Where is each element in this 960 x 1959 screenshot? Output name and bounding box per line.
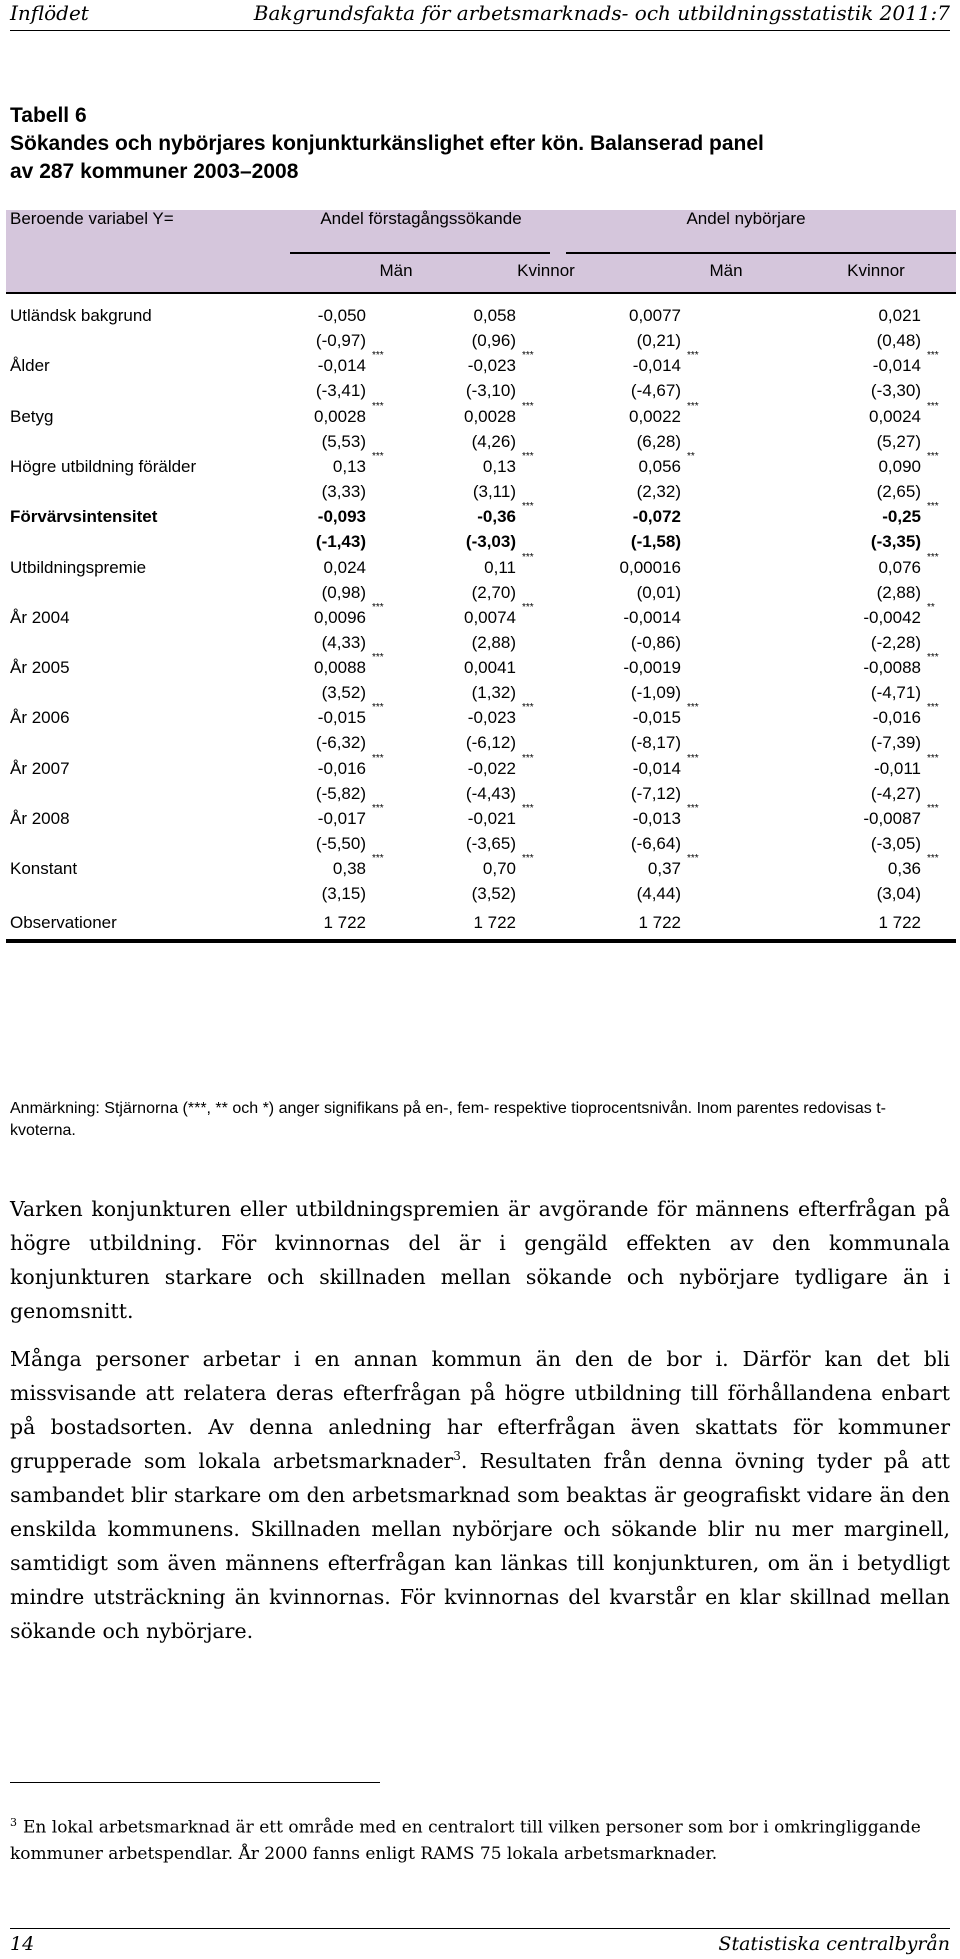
row-label: År 2005	[10, 658, 70, 678]
significance-stars: ***	[927, 551, 939, 563]
group-rule-first-time-applicants	[290, 252, 550, 254]
paragraph-1: Varken konjunkturen eller utbildningspremien är avgörande för männens efterfrågan på högre utbildning. För kvinnornas del är i gengäld effekten av den kommunala konjunkturen starkare och skillnaden mellan sökande och nybörjare tydligare än i genomsnitt.	[10, 1197, 950, 1323]
dependent-variable-label: Beroende variabel Y=	[10, 209, 174, 228]
significance-stars: ***	[687, 853, 699, 865]
t-value: (-7,39)	[870, 733, 921, 753]
t-value: (-6,12)	[465, 733, 516, 753]
t-value: (-3,30)	[870, 381, 921, 401]
table-header-rule	[6, 292, 956, 294]
row-label: År 2006	[10, 708, 70, 728]
row-label: Utländsk bakgrund	[10, 306, 152, 325]
significance-stars: ***	[522, 803, 534, 814]
observations-women-applicants: 1 722	[473, 912, 516, 932]
page-footer	[10, 1932, 950, 1958]
cell-women-beginners	[771, 350, 939, 402]
row-label: Utbildningspremie	[10, 557, 147, 577]
t-value: (-4,71)	[870, 683, 921, 703]
t-value: (0,96)	[471, 331, 516, 350]
footnote	[10, 1810, 940, 1867]
t-value: (-5,82)	[315, 783, 366, 803]
coefficient: 0,090	[878, 456, 921, 476]
table-note: Anmärkning: Stjärnorna (***, ** och *) anger signifikans på en-, fem- respektive tioprocentsnivån. Inom parentes redovisas t-kvoterna.	[10, 1100, 886, 1139]
cell-women-beginners	[771, 551, 939, 604]
t-value: (-2,28)	[870, 632, 921, 652]
t-value: (-0,97)	[315, 331, 366, 350]
running-header-publication: Bakgrundsfakta för arbetsmarknads- och utbildningsstatistik 2011:7	[253, 1, 950, 25]
significance-stars: ***	[372, 450, 384, 462]
t-value: (-3,41)	[315, 381, 366, 401]
paragraph-2	[10, 1342, 950, 1648]
cell-women-beginners	[771, 305, 921, 352]
coefficient: -0,014	[632, 356, 681, 376]
significance-stars: **	[687, 450, 695, 462]
cell-men-beginners	[531, 752, 699, 805]
significance-stars: ***	[372, 400, 384, 412]
coefficient: -0,0014	[623, 607, 681, 627]
t-value: (5,53)	[321, 431, 366, 451]
coefficient: 0,0028	[314, 406, 366, 426]
cell-women-beginners	[771, 501, 939, 553]
table-number: Tabell 6	[10, 104, 87, 127]
significance-stars: ***	[522, 702, 534, 714]
t-value: (2,70)	[471, 582, 516, 602]
t-value: (-3,10)	[465, 381, 516, 401]
cell-men-beginners	[531, 557, 681, 604]
coefficient: -0,014	[872, 356, 921, 376]
significance-stars: ***	[927, 501, 939, 513]
t-value: (-7,12)	[630, 783, 681, 803]
significance-stars: ***	[522, 501, 534, 513]
running-header	[10, 0, 950, 30]
running-header-section: Inflödet	[10, 1, 89, 25]
row-label: Ålder	[10, 356, 50, 376]
row-label: Högre utbildning förälder	[10, 456, 197, 476]
footnote-text: En lokal arbetsmarknad är ett område med en centralort till vilken personer som bor i omkringliggande kommuner arbetspendlar. År 2000 fanns enligt RAMS 75 lokala arbetsmarknader.	[10, 1817, 921, 1864]
cell-women-beginners	[771, 752, 939, 805]
t-value: (5,27)	[876, 431, 921, 451]
significance-stars: ***	[522, 400, 534, 412]
coefficient: 0,0041	[464, 658, 516, 678]
t-value: (4,33)	[321, 632, 366, 652]
coefficient: -0,093	[317, 507, 366, 527]
coefficient: 0,36	[887, 859, 921, 879]
cell-men-applicants	[216, 803, 384, 855]
column-header-men-applicants: Män	[379, 261, 413, 280]
t-value: (6,28)	[636, 431, 681, 451]
coefficient: -0,014	[632, 758, 681, 778]
significance-stars: ***	[927, 803, 939, 814]
footnote-reference[interactable]: 3	[453, 1449, 461, 1464]
cell-men-applicants	[216, 752, 384, 805]
t-value: (-4,43)	[465, 783, 516, 803]
significance-stars: ***	[372, 752, 384, 764]
coefficient: 0,0022	[629, 406, 681, 426]
footer-rule	[10, 1928, 950, 1929]
t-value: (-1,58)	[630, 532, 681, 552]
coefficient: -0,022	[467, 758, 516, 778]
coefficient: -0,0087	[863, 809, 921, 828]
significance-stars: ***	[372, 601, 384, 613]
coefficient: -0,017	[317, 809, 366, 828]
cell-men-applicants	[216, 702, 384, 754]
t-value: (-4,27)	[870, 783, 921, 803]
cell-men-beginners	[531, 657, 681, 704]
cell-men-beginners	[531, 702, 699, 754]
significance-stars: ***	[372, 853, 384, 865]
t-value: (1,32)	[471, 683, 516, 703]
row-label: Förvärvsintensitet	[10, 507, 158, 527]
significance-stars: ***	[522, 350, 534, 362]
coefficient: 0,0028	[464, 406, 516, 426]
row-label: Betyg	[10, 406, 54, 426]
coefficient: -0,011	[874, 758, 921, 778]
t-value: (3,52)	[321, 683, 366, 703]
table-bottom-rule	[6, 939, 956, 943]
observations-label: Observationer	[10, 912, 117, 932]
coefficient: -0,015	[317, 708, 366, 728]
coefficient: 0,0088	[314, 658, 366, 678]
coefficient: 0,13	[332, 456, 366, 476]
row-label: År 2004	[10, 607, 70, 627]
observations-women-beginners: 1 722	[878, 912, 921, 932]
coefficient: 0,0024	[869, 406, 921, 426]
t-value: (3,04)	[876, 884, 921, 904]
cell-men-beginners	[531, 607, 681, 654]
t-value: (0,48)	[876, 331, 921, 350]
coefficient: 0,70	[482, 859, 516, 879]
coefficient: 0,0077	[629, 306, 681, 325]
footnote-number: 3	[10, 1816, 17, 1829]
t-value: (-3,05)	[870, 834, 921, 853]
t-value: (4,44)	[636, 884, 681, 904]
significance-stars: ***	[927, 400, 939, 412]
paragraph-2-part-1: Många personer arbetar i en annan kommun än den de bor i. Därför kan det bli missvisande att relatera deras efterfrågan på högre utbildning till förhållandena enbart på bostadsorten. Av denna anledning har efterfrågan även skattats för kommuner grupperade som lokala arbetsmarknader	[10, 1347, 950, 1473]
t-value: (2,65)	[876, 481, 921, 501]
cell-women-applicants	[366, 601, 534, 654]
header-rule	[10, 30, 950, 31]
publisher-name: Statistiska centralbyrån	[718, 1933, 950, 1955]
t-value: (2,88)	[471, 632, 516, 652]
cell-men-applicants	[216, 400, 384, 453]
cell-women-beginners	[771, 803, 939, 855]
cell-men-applicants	[216, 652, 384, 704]
coefficient: -0,36	[477, 507, 516, 527]
t-value: (2,88)	[876, 582, 921, 602]
row-label: Konstant	[10, 859, 78, 879]
paragraph-2-part-2: . Resultaten från denna övning tyder på att sambandet blir starkare om den arbetsmarknad som beaktas är geografiskt vidare än den enskilda kommunens. Skillnaden mellan nybörjare och sökande blir nu mer marginell, samtidigt som även männens efterfrågan kan länkas till konjunkturen, om än i betydligt mindre utsträckning än kvinnornas. För kvinnornas del kvarstår en klar skillnad mellan sökande och nybörjare.	[10, 1449, 950, 1643]
column-header-men-beginners: Män	[709, 261, 743, 280]
coefficient: 0,058	[473, 306, 516, 325]
observations-row	[6, 912, 956, 934]
cell-men-applicants	[216, 305, 366, 352]
coefficient: -0,014	[317, 356, 366, 376]
coefficient: -0,0088	[863, 658, 921, 678]
table-caption-line-2: av 287 kommuner 2003–2008	[10, 160, 299, 183]
t-value: (-8,17)	[630, 733, 681, 753]
page-number: 14	[10, 1933, 35, 1955]
row-label: År 2008	[10, 809, 70, 828]
table-title	[10, 102, 950, 186]
significance-stars: ***	[687, 350, 699, 362]
coefficient: 0,38	[332, 859, 366, 879]
coefficient: 0,024	[323, 557, 366, 577]
t-value: (0,01)	[636, 582, 681, 602]
significance-stars: ***	[927, 853, 939, 865]
cell-women-applicants	[366, 400, 534, 453]
cell-men-beginners	[531, 400, 699, 453]
coefficient: 0,021	[878, 306, 921, 325]
coefficient: 0,00016	[619, 557, 681, 577]
cell-men-applicants	[216, 350, 384, 402]
coefficient: 0,11	[484, 557, 516, 577]
significance-stars: **	[927, 601, 935, 613]
cell-women-applicants	[366, 803, 534, 855]
cell-women-beginners	[771, 702, 939, 754]
cell-women-applicants	[366, 853, 534, 905]
significance-stars: ***	[372, 803, 384, 814]
cell-men-beginners	[531, 305, 681, 352]
cell-men-beginners	[531, 450, 695, 503]
cell-women-applicants	[366, 350, 534, 402]
coefficient: -0,072	[632, 507, 681, 527]
t-value: (4,26)	[471, 431, 516, 451]
significance-stars: ***	[927, 652, 939, 664]
observations-men-beginners: 1 722	[638, 912, 681, 932]
significance-stars: ***	[522, 752, 534, 764]
t-value: (-3,35)	[870, 532, 921, 552]
cell-women-beginners	[771, 601, 935, 654]
significance-stars: ***	[927, 350, 939, 362]
significance-stars: ***	[687, 702, 699, 714]
coefficient: -0,023	[467, 356, 516, 376]
body-text	[10, 1192, 950, 1662]
table-caption-line-1: Sökandes och nybörjares konjunkturkänslighet efter kön. Balanserad panel	[10, 132, 764, 155]
t-value: (-1,09)	[630, 683, 681, 703]
cell-men-applicants	[216, 853, 384, 905]
significance-stars: ***	[687, 752, 699, 764]
t-value: (-1,43)	[315, 532, 366, 552]
t-value: (3,11)	[472, 481, 516, 501]
cell-women-beginners	[771, 853, 939, 905]
t-value: (2,32)	[636, 481, 681, 501]
group-header-beginners: Andel nybörjare	[686, 209, 806, 228]
coefficient: -0,016	[872, 708, 921, 728]
significance-stars: ***	[687, 803, 699, 814]
coefficient: 0,0074	[464, 607, 516, 627]
coefficient: -0,016	[317, 758, 366, 778]
t-value: (-6,64)	[630, 834, 681, 853]
coefficient: -0,023	[467, 708, 516, 728]
cell-men-applicants	[216, 506, 366, 553]
significance-stars: ***	[372, 350, 384, 362]
coefficient: 0,13	[482, 456, 516, 476]
cell-men-applicants	[216, 450, 384, 503]
group-header-first-time-applicants: Andel förstagångssökande	[320, 209, 522, 228]
coefficient: 0,056	[638, 456, 681, 476]
observations-men-applicants: 1 722	[323, 912, 366, 932]
cell-men-beginners	[531, 803, 699, 855]
group-rule-beginners	[566, 252, 956, 254]
t-value: (0,21)	[636, 331, 681, 350]
t-value: (3,33)	[321, 481, 366, 501]
cell-women-applicants	[366, 450, 534, 503]
cell-men-beginners	[531, 853, 699, 905]
t-value: (-0,86)	[630, 632, 681, 652]
cell-women-beginners	[771, 400, 939, 453]
cell-men-applicants	[216, 601, 384, 654]
cell-women-applicants	[366, 657, 516, 704]
t-value: (-3,03)	[465, 532, 516, 552]
cell-women-applicants	[366, 305, 516, 352]
cell-women-beginners	[771, 450, 939, 503]
significance-stars: ***	[927, 752, 939, 764]
significance-stars: ***	[522, 551, 534, 563]
cell-men-applicants	[216, 557, 366, 604]
coefficient: 0,0096	[314, 607, 366, 627]
significance-stars: ***	[522, 853, 534, 865]
significance-stars: ***	[687, 400, 699, 412]
coefficient: 0,076	[878, 557, 921, 577]
coefficient: -0,0019	[623, 658, 681, 678]
coefficient: -0,013	[632, 809, 681, 828]
cell-men-beginners	[531, 506, 681, 553]
cell-women-applicants	[366, 501, 534, 553]
cell-men-beginners	[531, 350, 699, 402]
t-value: (0,98)	[321, 582, 366, 602]
t-value: (-4,67)	[630, 381, 681, 401]
t-value: (-3,65)	[465, 834, 516, 853]
significance-stars: ***	[372, 652, 384, 664]
significance-stars: ***	[927, 702, 939, 714]
row-label: År 2007	[10, 758, 70, 778]
t-value: (3,52)	[471, 884, 516, 904]
coefficient: -0,25	[882, 507, 921, 527]
coefficient: -0,015	[632, 708, 681, 728]
significance-stars: ***	[522, 601, 534, 613]
coefficient: -0,050	[317, 306, 366, 325]
column-header-women-applicants: Kvinnor	[517, 261, 575, 280]
t-value: (3,15)	[321, 884, 366, 904]
footnote-rule	[10, 1782, 380, 1783]
significance-stars: ***	[522, 450, 534, 462]
t-value: (-6,32)	[315, 733, 366, 753]
coefficient: 0,37	[647, 859, 681, 879]
coefficient: -0,0042	[863, 607, 921, 627]
significance-stars: ***	[372, 702, 384, 714]
cell-women-beginners	[771, 652, 939, 704]
cell-women-applicants	[366, 551, 534, 604]
column-header-women-beginners: Kvinnor	[847, 261, 905, 280]
significance-stars: ***	[927, 450, 939, 462]
cell-women-applicants	[366, 752, 534, 805]
t-value: (-5,50)	[315, 834, 366, 853]
coefficient: -0,021	[467, 809, 516, 828]
cell-women-applicants	[366, 702, 534, 754]
